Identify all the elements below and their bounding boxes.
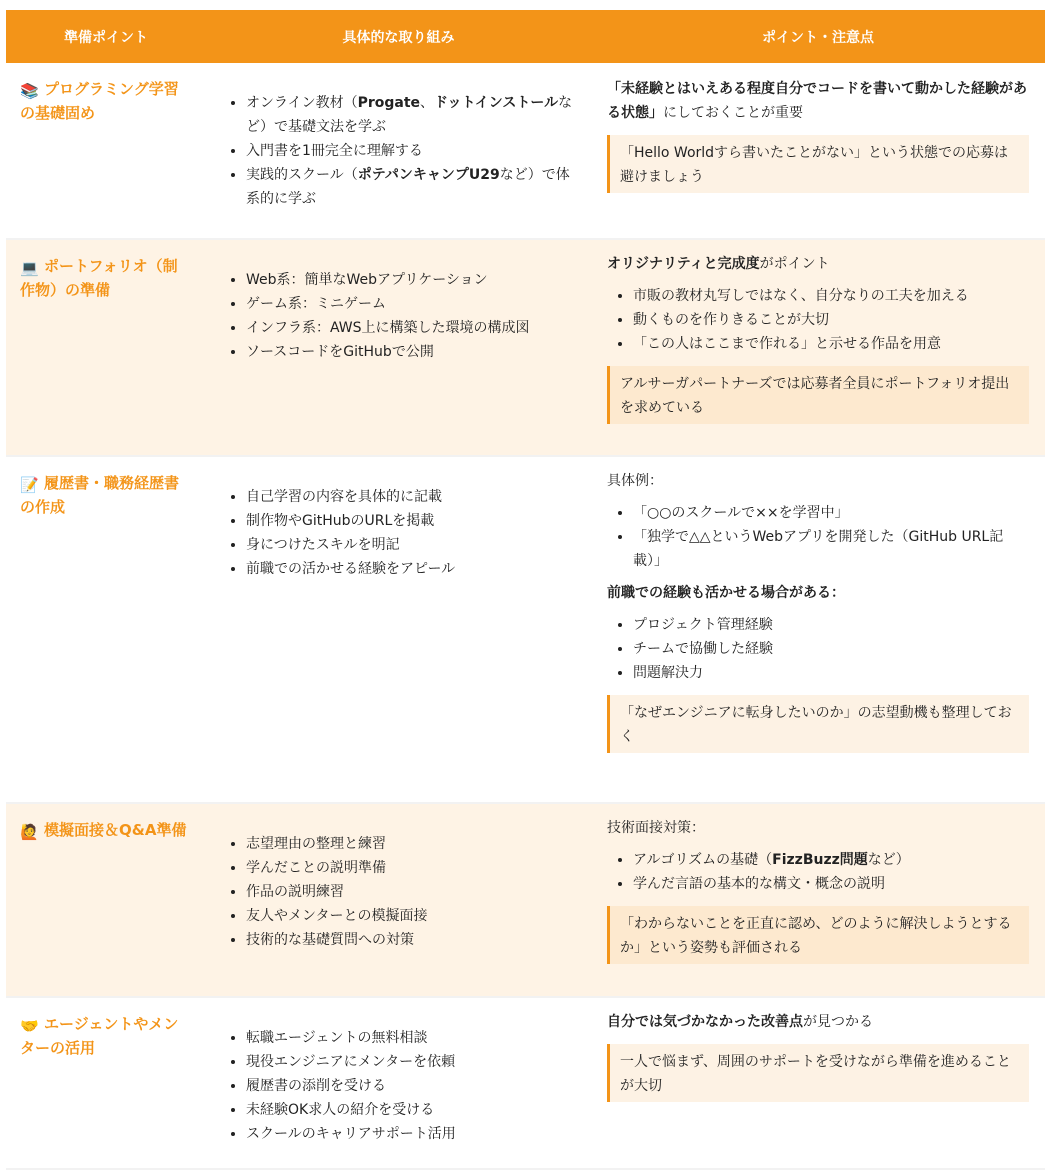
list-item: • 「この人はここまで作れる」と示せる作品を用意 xyxy=(633,332,1029,356)
notes-list xyxy=(607,848,1029,896)
list-item: • 履歴書の添削を受ける xyxy=(246,1074,575,1098)
point-title: ポートフォリオ（制作物）の準備 xyxy=(20,257,178,299)
callout-box: 「わからないことを正直に認め、どのように解決しようとするか」という姿勢も評価される xyxy=(607,906,1029,964)
actions-list xyxy=(224,268,575,364)
list-item: • 学んだことの説明準備 xyxy=(246,856,575,880)
actions-cell xyxy=(206,997,591,1169)
callout-box: 一人で悩まず、周囲のサポートを受けながら準備を進めることが大切 xyxy=(607,1044,1029,1102)
actions-list xyxy=(224,832,575,952)
table-row xyxy=(6,456,1045,803)
notes-list xyxy=(607,284,1029,356)
point-title: エージェントやメンターの活用 xyxy=(20,1015,179,1057)
point-title: 模擬面接＆Q&A準備 xyxy=(44,821,187,839)
table-header-row xyxy=(6,10,1045,63)
notes-lead: 自分では気づかなかった改善点が見つかる xyxy=(607,1014,873,1030)
point-cell xyxy=(6,63,206,239)
table-row xyxy=(6,803,1045,997)
notes-cell xyxy=(591,456,1045,803)
actions-cell xyxy=(206,803,591,997)
notes-subheading: 前職での経験も活かせる場合がある： xyxy=(607,585,845,601)
callout-box: 「Hello Worldすら書いたことがない」という状態での応募は避けましょう xyxy=(607,135,1029,193)
actions-cell xyxy=(206,239,591,456)
header-preparation-point: 準備ポイント xyxy=(6,10,206,63)
notes-list-2 xyxy=(607,613,1029,685)
notes-cell xyxy=(591,63,1045,239)
list-item: • Web系：簡単なWebアプリケーション xyxy=(246,268,575,292)
list-item: • 前職での活かせる経験をアピール xyxy=(246,557,575,581)
list-item: • 志望理由の整理と練習 xyxy=(246,832,575,856)
point-cell xyxy=(6,803,206,997)
callout-box: 「なぜエンジニアに転身したいのか」の志望動機も整理しておく xyxy=(607,695,1029,753)
list-item: • アルゴリズムの基礎（FizzBuzz問題など） xyxy=(633,848,1029,872)
list-item: • 技術的な基礎質問への対策 xyxy=(246,928,575,952)
actions-list xyxy=(224,485,575,581)
point-title: 履歴書・職務経歴書の作成 xyxy=(20,474,180,516)
list-item: • オンライン教材（Progate、ドットインストールなど）で基礎文法を学ぶ xyxy=(246,91,575,139)
actions-cell xyxy=(206,456,591,803)
list-item: • 「○○のスクールで××を学習中」 xyxy=(633,501,1029,525)
memo-icon: 📝 xyxy=(20,476,39,494)
actions-list xyxy=(224,91,575,211)
list-item: • 自己学習の内容を具体的に記載 xyxy=(246,485,575,509)
point-cell xyxy=(6,239,206,456)
list-item: • インフラ系：AWS上に構築した環境の構成図 xyxy=(246,316,575,340)
notes-list xyxy=(607,501,1029,573)
point-title: プログラミング学習の基礎固め xyxy=(20,80,179,122)
list-item: • 市販の教材丸写しではなく、自分なりの工夫を加える xyxy=(633,284,1029,308)
notes-cell xyxy=(591,239,1045,456)
laptop-icon: 💻 xyxy=(20,259,39,277)
list-item: • チームで協働した経験 xyxy=(633,637,1029,661)
list-item: • 実践的スクール（ポテパンキャンプU29など）で体系的に学ぶ xyxy=(246,163,575,211)
list-item: • 制作物やGitHubのURLを掲載 xyxy=(246,509,575,533)
raising-hand-icon: 🙋 xyxy=(20,823,39,841)
list-item: • スクールのキャリアサポート活用 xyxy=(246,1122,575,1146)
list-item: • 未経験OK求人の紹介を受ける xyxy=(246,1098,575,1122)
actions-cell xyxy=(206,63,591,239)
list-item: • 「独学で△△というWebアプリを開発した（GitHub URL記載）」 xyxy=(633,525,1029,573)
list-item: • 現役エンジニアにメンターを依頼 xyxy=(246,1050,575,1074)
list-item: • ソースコードをGitHubで公開 xyxy=(246,340,575,364)
notes-lead: オリジナリティと完成度がポイント xyxy=(607,256,830,272)
notes-lead: 具体例： xyxy=(607,473,663,489)
list-item: • 学んだ言語の基本的な構文・概念の説明 xyxy=(633,872,1029,896)
books-icon: 📚 xyxy=(20,82,39,100)
list-item: • 作品の説明練習 xyxy=(246,880,575,904)
notes-cell xyxy=(591,803,1045,997)
notes-lead: 技術面接対策： xyxy=(607,820,705,836)
preparation-table xyxy=(6,10,1045,1170)
list-item: • 動くものを作りきることが大切 xyxy=(633,308,1029,332)
list-item: • 身につけたスキルを明記 xyxy=(246,533,575,557)
list-item: • 問題解決力 xyxy=(633,661,1029,685)
notes-cell xyxy=(591,997,1045,1169)
table-row xyxy=(6,63,1045,239)
notes-lead: 「未経験とはいえある程度自分でコードを書いて動かした経験がある状態」にしておくことが重要 xyxy=(607,81,1027,121)
list-item: • 転職エージェントの無料相談 xyxy=(246,1026,575,1050)
list-item: • 友人やメンターとの模擬面接 xyxy=(246,904,575,928)
header-notes: ポイント・注意点 xyxy=(591,10,1045,63)
point-cell xyxy=(6,456,206,803)
table-row xyxy=(6,239,1045,456)
callout-box: アルサーガパートナーズでは応募者全員にポートフォリオ提出を求めている xyxy=(607,366,1029,424)
actions-list xyxy=(224,1026,575,1146)
list-item: • 入門書を1冊完全に理解する xyxy=(246,139,575,163)
list-item: • プロジェクト管理経験 xyxy=(633,613,1029,637)
list-item: • ゲーム系：ミニゲーム xyxy=(246,292,575,316)
table-row xyxy=(6,997,1045,1169)
handshake-icon: 🤝 xyxy=(20,1017,39,1035)
header-concrete-actions: 具体的な取り組み xyxy=(206,10,591,63)
point-cell xyxy=(6,997,206,1169)
